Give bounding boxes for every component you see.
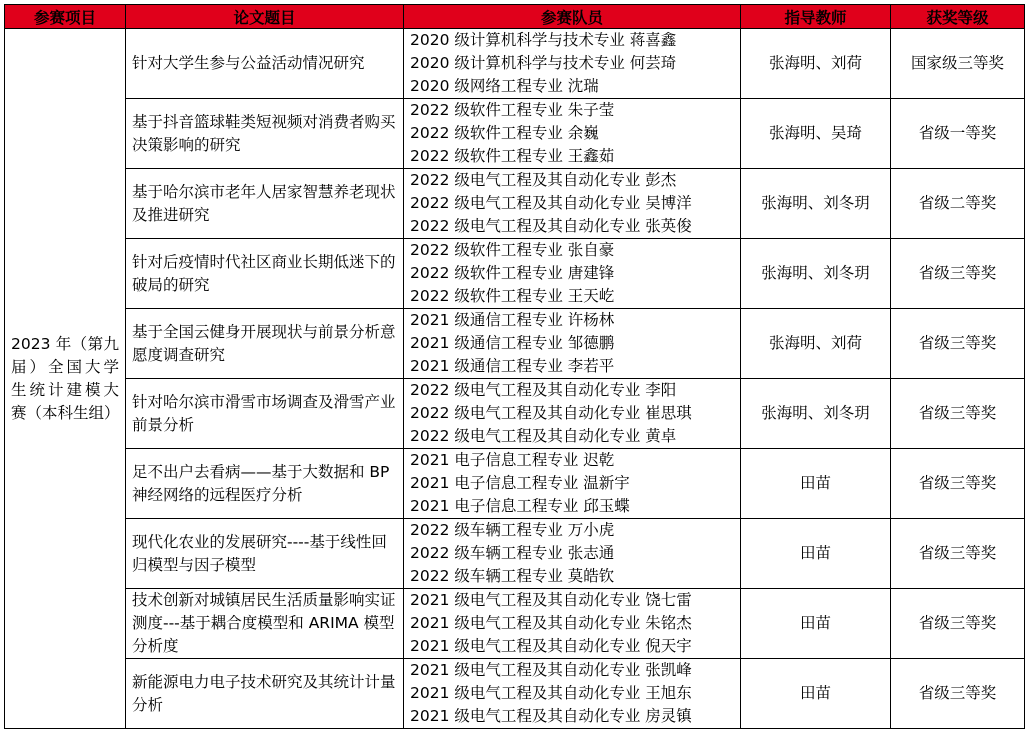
- table-row: [5, 379, 1025, 449]
- header-row: [5, 5, 1025, 29]
- award-level-cell: 省级一等奖: [891, 99, 1025, 169]
- team-member: 2021 级电气工程及其自动化专业 饶七雷: [410, 591, 692, 609]
- award-level-cell: 省级三等奖: [891, 659, 1025, 729]
- team-member: 2022 级软件工程专业 王鑫茹: [410, 147, 615, 165]
- advisor-cell: 田苗: [741, 449, 891, 519]
- team-members-cell: [404, 589, 741, 659]
- advisor-cell: 张海明、刘冬玥: [741, 379, 891, 449]
- team-members-cell: [404, 449, 741, 519]
- team-member: 2021 电子信息工程专业 迟乾: [410, 451, 615, 469]
- table-row: [5, 309, 1025, 379]
- event-name-cell: 2023 年（第九届）全国大学生统计建模大赛（本科生组）: [5, 29, 126, 729]
- team-member: 2022 级车辆工程专业 万小虎: [410, 521, 615, 539]
- team-members-cell: [404, 659, 741, 729]
- table-row: [5, 589, 1025, 659]
- paper-title-cell: 基于全国云健身开展现状与前景分析意愿度调查研究: [126, 309, 404, 379]
- team-member: 2022 级车辆工程专业 张志通: [410, 544, 615, 562]
- team-member: 2021 级电气工程及其自动化专业 王旭东: [410, 684, 692, 702]
- award-level-cell: 国家级三等奖: [891, 29, 1025, 99]
- advisor-cell: 田苗: [741, 659, 891, 729]
- team-member: 2021 级电气工程及其自动化专业 朱铭杰: [410, 614, 692, 632]
- team-member: 2022 级电气工程及其自动化专业 彭杰: [410, 171, 677, 189]
- team-member: 2021 级电气工程及其自动化专业 房灵镇: [410, 707, 692, 725]
- award-level-cell: 省级三等奖: [891, 379, 1025, 449]
- team-member: 2020 级网络工程专业 沈瑞: [410, 77, 599, 95]
- advisor-cell: 张海明、吴琦: [741, 99, 891, 169]
- paper-title-cell: 新能源电力电子技术研究及其统计计量分析: [126, 659, 404, 729]
- team-members-cell: [404, 169, 741, 239]
- advisor-cell: 张海明、刘冬玥: [741, 239, 891, 309]
- team-member: 2021 级通信工程专业 邹德鹏: [410, 334, 615, 352]
- team-member: 2022 级电气工程及其自动化专业 崔思琪: [410, 404, 692, 422]
- team-members-cell: [404, 309, 741, 379]
- team-member: 2022 级电气工程及其自动化专业 张英俊: [410, 217, 692, 235]
- team-member: 2021 级通信工程专业 许杨林: [410, 311, 615, 329]
- paper-title-cell: 基于抖音篮球鞋类短视频对消费者购买决策影响的研究: [126, 99, 404, 169]
- award-level-cell: 省级三等奖: [891, 309, 1025, 379]
- award-level-cell: 省级三等奖: [891, 449, 1025, 519]
- table-body: [5, 29, 1025, 729]
- paper-title-cell: 足不出户去看病——基于大数据和 BP 神经网络的远程医疗分析: [126, 449, 404, 519]
- team-members-cell: [404, 379, 741, 449]
- awards-table: [4, 4, 1025, 729]
- header-title: 论文题目: [126, 5, 404, 29]
- award-level-cell: 省级三等奖: [891, 239, 1025, 309]
- team-member: 2020 级计算机科学与技术专业 蒋喜鑫: [410, 31, 677, 49]
- team-member: 2022 级软件工程专业 张自豪: [410, 241, 615, 259]
- table-row: [5, 449, 1025, 519]
- header-members: 参赛队员: [404, 5, 741, 29]
- table-header: [5, 5, 1025, 29]
- team-members-cell: [404, 99, 741, 169]
- table-row: [5, 659, 1025, 729]
- team-members-cell: [404, 239, 741, 309]
- award-level-cell: 省级三等奖: [891, 589, 1025, 659]
- paper-title-cell: 基于哈尔滨市老年人居家智慧养老现状及推进研究: [126, 169, 404, 239]
- paper-title-cell: 技术创新对城镇居民生活质量影响实证测度---基于耦合度模型和 ARIMA 模型分析度: [126, 589, 404, 659]
- advisor-cell: 张海明、刘荷: [741, 309, 891, 379]
- advisor-cell: 田苗: [741, 519, 891, 589]
- table-row: [5, 29, 1025, 99]
- advisor-cell: 张海明、刘冬玥: [741, 169, 891, 239]
- team-member: 2022 级软件工程专业 王天屹: [410, 287, 615, 305]
- header-award: 获奖等级: [891, 5, 1025, 29]
- team-member: 2021 电子信息工程专业 温新宇: [410, 474, 630, 492]
- team-member: 2020 级计算机科学与技术专业 何芸琦: [410, 54, 677, 72]
- paper-title-cell: 现代化农业的发展研究----基于线性回归模型与因子模型: [126, 519, 404, 589]
- team-member: 2022 级软件工程专业 唐建锋: [410, 264, 615, 282]
- team-members-cell: [404, 519, 741, 589]
- team-member: 2021 级电气工程及其自动化专业 倪天宇: [410, 637, 692, 655]
- advisor-cell: 田苗: [741, 589, 891, 659]
- team-member: 2022 级软件工程专业 朱子莹: [410, 101, 615, 119]
- paper-title-cell: 针对哈尔滨市滑雪市场调查及滑雪产业前景分析: [126, 379, 404, 449]
- team-member: 2022 级电气工程及其自动化专业 吴博洋: [410, 194, 692, 212]
- award-level-cell: 省级三等奖: [891, 519, 1025, 589]
- team-member: 2021 级电气工程及其自动化专业 张凯峰: [410, 661, 692, 679]
- table-row: [5, 169, 1025, 239]
- team-member: 2022 级电气工程及其自动化专业 李阳: [410, 381, 677, 399]
- team-member: 2022 级电气工程及其自动化专业 黄卓: [410, 427, 677, 445]
- table-row: [5, 99, 1025, 169]
- paper-title-cell: 针对后疫情时代社区商业长期低迷下的破局的研究: [126, 239, 404, 309]
- table-row: [5, 519, 1025, 589]
- team-members-cell: [404, 29, 741, 99]
- advisor-cell: 张海明、刘荷: [741, 29, 891, 99]
- table-row: [5, 239, 1025, 309]
- team-member: 2021 电子信息工程专业 邱玉蝶: [410, 497, 630, 515]
- award-level-cell: 省级二等奖: [891, 169, 1025, 239]
- paper-title-cell: 针对大学生参与公益活动情况研究: [126, 29, 404, 99]
- team-member: 2022 级车辆工程专业 莫皓钦: [410, 567, 615, 585]
- header-event: 参赛项目: [5, 5, 126, 29]
- team-member: 2022 级软件工程专业 余巍: [410, 124, 599, 142]
- team-member: 2021 级通信工程专业 李若平: [410, 357, 615, 375]
- header-advisor: 指导教师: [741, 5, 891, 29]
